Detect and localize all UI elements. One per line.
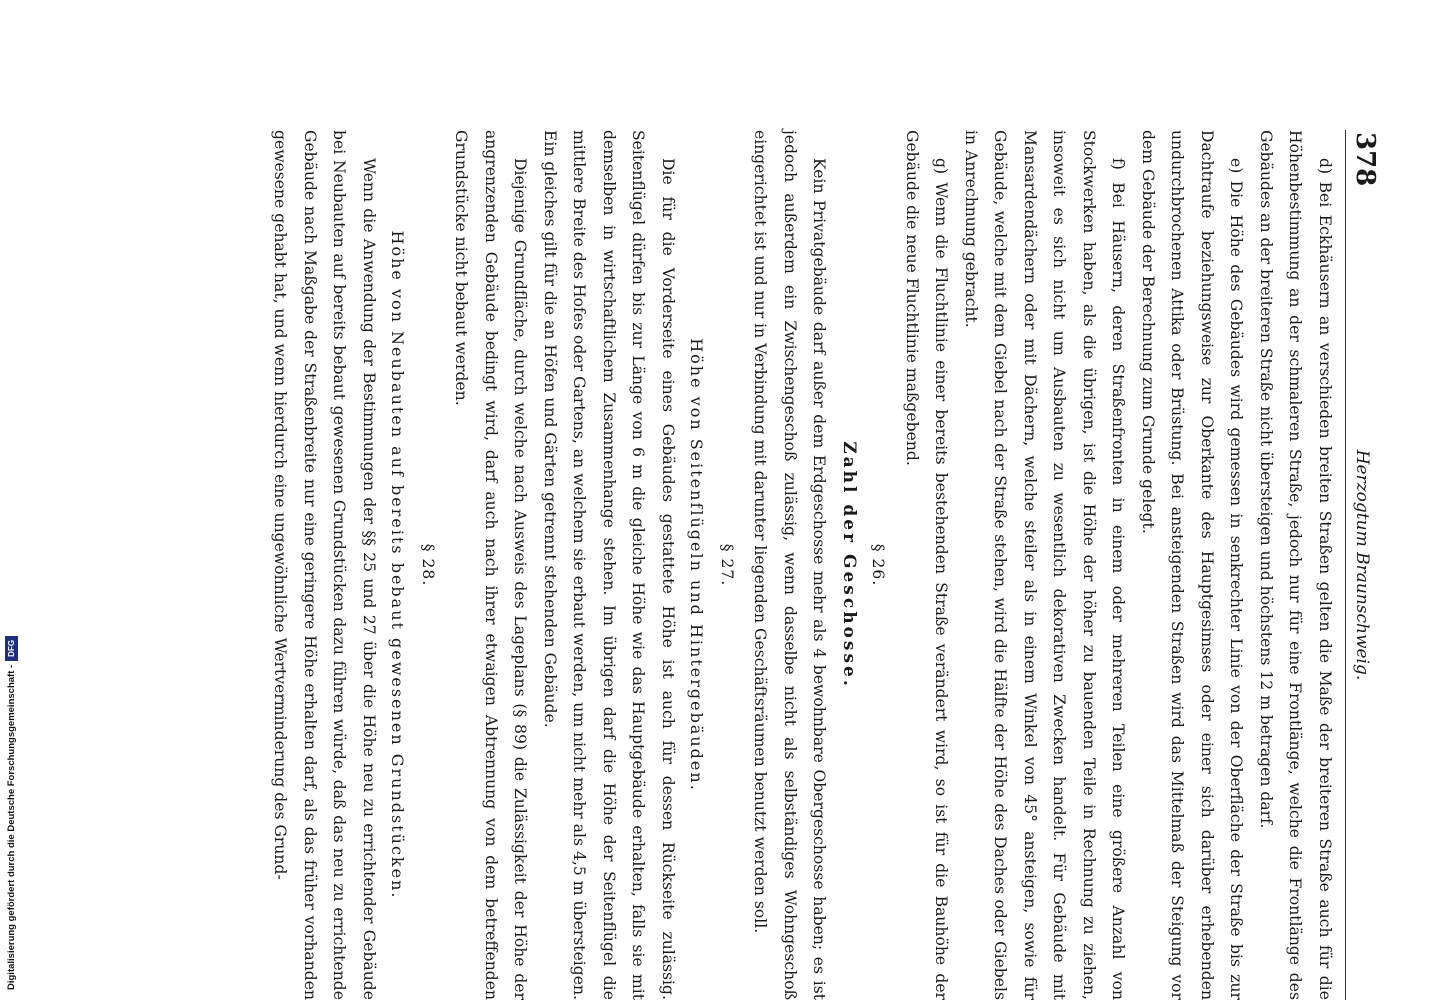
running-title: Herzogtum Braunschweig. — [1352, 449, 1372, 681]
rotated-page-content — [200, 130, 1380, 1000]
section-title-28: Höhe von Neubauten auf bereits bebaut gewesenen Grundstücken. — [388, 230, 408, 900]
paragraph-d: d) Bei Eckhäusern an verschieden breiten Straßen gelten die Maße der breiteren Straße auch für die Höhenbestimmung an der schmaleren Straße, jedoch nur für eine Frontlänge, welche die Frontlänge des Gebäudes an der breiteren Straße nicht übersteigen und höchstens 12 m betragen darf. — [1257, 130, 1334, 1000]
page-number: 378 — [1350, 132, 1380, 187]
page-header — [1345, 130, 1380, 1000]
section-text-28: Wenn die Anwendung der Bestimmungen der §§ 25 und 27 über die Höhe neu zu errichtender Gebäude bei Neubauten auf bereits bebaut gewesenen Grundstücken dazu führen würde, daß das neu zu errichtende Gebäude nach Maßgabe der Straßenbreite nur eine geringere Höhe erhalten darf, als das früher vorhanden gewesene gehabt hat, und wenn hierdurch eine ungewöhnliche Wertverminderung des Grund- — [271, 130, 378, 1000]
section-number-26: § 26. — [869, 543, 888, 587]
credit-text: Digitalisierung gefördert durch die Deutsche Forschungsgemeinschaft - — [6, 664, 17, 990]
section-text-27-b: Diejenige Grundfläche, durch welche nach Ausweis des Lageplans (§ 89) die Zulässigkeit der Höhe der angrenzenden Gebäude bedingt wird, darf auch nach ihrer etwaigen Abtrennung von dem betreffenden Grundstücke nicht bebaut werden. — [452, 130, 530, 1000]
paragraph-g: g) Wenn die Fluchtlinie einer bereits bestehenden Straße verändert wird, so ist für die Bauhöhe der Gebäude die neue Fluchtlinie maßgebend. — [903, 130, 951, 1000]
section-title-26: Zahl der Geschosse. — [839, 441, 859, 689]
dfg-logo-icon: DFG — [5, 636, 18, 661]
section-title-27: Höhe von Seitenflügeln und Hintergebäuden. — [687, 338, 707, 792]
digitization-credit — [5, 636, 18, 990]
section-text-26: Kein Privatgebäude darf außer dem Erdgeschosse mehr als 4 bewohnbare Obergeschosse haben; es ist jedoch außerdem ein Zwischengeschoß zulässig, wenn dasselbe nicht als selbständiges Wohngeschoß eingerichtet ist und nur in Verbindung mit darunter liegenden Geschäftsräumen benutzt werden soll. — [751, 130, 829, 1000]
section-number-27: § 27. — [718, 543, 736, 587]
section-text-27-a: Die für die Vorderseite eines Gebäudes gestattete Höhe ist auch für dessen Rückseite zulässig. Seitenflügel dürfen bis zur Länge von 6 m die gleiche Höhe wie das Hauptgebäude erhalten, falls sie mit demselben in wirtschaftlichem Zusammenhange stehen. Im übrigen darf die Höhe der Seitenflügel die mittlere Breite des Hofes oder Gartens, an welchem sie erbaut werden, um nicht mehr als 4,5 m übersteigen. Ein gleiches gilt für die an Höfen und Gärten getrennt stehenden Gebäude. — [541, 130, 677, 1000]
section-number-28: § 28. — [419, 543, 437, 587]
paragraph-e: e) Die Höhe des Gebäudes wird gemessen in senkrechter Linie von der Oberfläche der Straße bis zur Dachtraufe beziehungsweise zur Oberkante des Hauptgesimses oder einer sich darüber erhebenden undurchbrochenen Attika oder Brüstung. Bei ansteigenden Straßen wird das Mittelmaß der Steigung vor dem Gebäude der Berechnung zum Grunde gelegt. — [1139, 130, 1246, 1000]
paragraph-f: f) Bei Häusern, deren Straßenfronten in einem oder mehreren Teilen eine größere Anzahl von Stockwerken haben, als die übrigen, ist die Höhe der höher zu bauenden Teile in Rechnung zu ziehen, insoweit es sich nicht um Ausbauten zu wesentlich dekorativen Zwecken handelt. Für Gebäude mit Mansardendächern oder mit Dächern, welche steiler als in einem Winkel von 45° ansteigen, sowie für Gebäude, welche mit dem Giebel nach der Straße stehen, wird die Hälfte der Höhe des Daches oder Giebels in Anrechnung gebracht. — [962, 130, 1128, 1000]
